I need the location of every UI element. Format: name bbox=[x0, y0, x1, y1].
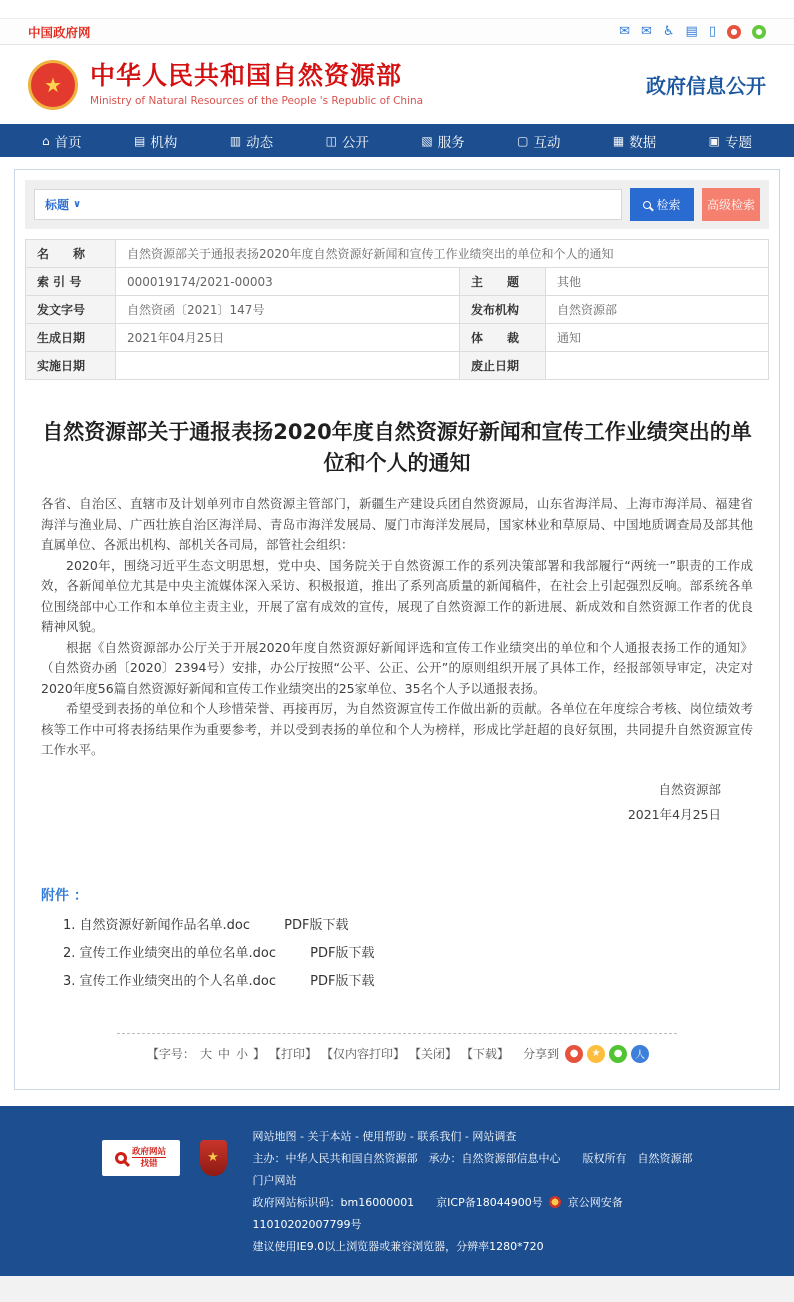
article-toolbar-wrap bbox=[15, 1033, 779, 1063]
nav-label: 首页 bbox=[54, 134, 82, 151]
emblem-star-icon: ★ bbox=[44, 72, 62, 97]
table-row bbox=[26, 352, 769, 380]
fontsize-small-button[interactable]: 小 bbox=[235, 1047, 248, 1061]
nav-item-data[interactable] bbox=[613, 131, 656, 151]
nav-item-disclosure[interactable] bbox=[326, 131, 369, 151]
footer-security-record[interactable]: 京公网安备 11010202007799号 bbox=[252, 1195, 623, 1231]
nav-item-home[interactable] bbox=[42, 131, 82, 151]
article-toolbar bbox=[117, 1033, 677, 1063]
meta-label-genre: 体 裁 bbox=[460, 324, 546, 352]
meta-value-doc-number: 自然资函〔2021〕147号 bbox=[116, 296, 460, 324]
meta-value-created-date: 2021年04月25日 bbox=[116, 324, 460, 352]
meta-label-subject: 主 题 bbox=[460, 268, 546, 296]
content-box bbox=[14, 169, 780, 1090]
share-renren-icon[interactable]: 人 bbox=[631, 1045, 649, 1063]
meta-label-repeal-date: 废止日期 bbox=[460, 352, 546, 380]
article-paragraph: 希望受到表扬的单位和个人珍惜荣誉、再接再厉，为自然资源宣传工作做出新的贡献。各单位在年度综合考核、岗位绩效考核等工作中可将表扬结果作为重要参考，并以受到表扬的单位和个人为榜样，形成比学赶超的良好氛围，共同提升自然资源宣传工作水平。 bbox=[41, 701, 753, 757]
attachments-section bbox=[15, 885, 779, 989]
police-badge-icon bbox=[549, 1196, 561, 1208]
nav-label: 公开 bbox=[341, 134, 369, 151]
site-header bbox=[0, 45, 794, 124]
nav-label: 服务 bbox=[437, 134, 465, 151]
attachment-doc-link[interactable]: 1. 自然资源好新闻作品名单.doc bbox=[63, 917, 251, 933]
meta-label-name: 名 称 bbox=[26, 240, 116, 268]
services-icon: ▧ bbox=[421, 133, 433, 148]
search-input[interactable] bbox=[34, 189, 622, 220]
footer-browser-advice: 建议使用IE9.0以上浏览器或兼容浏览器，分辨率1280*720 bbox=[252, 1239, 544, 1253]
fontsize-suffix: 】 bbox=[252, 1047, 265, 1061]
table-row bbox=[26, 324, 769, 352]
party-gov-badge[interactable] bbox=[200, 1140, 227, 1176]
fontsize-large-button[interactable]: 大 bbox=[199, 1047, 212, 1061]
data-icon: ▦ bbox=[612, 133, 625, 148]
organization-icon: ▤ bbox=[134, 133, 146, 148]
mail-subscribe-icon[interactable]: ✉ bbox=[640, 24, 652, 39]
table-row bbox=[26, 296, 769, 324]
search-bar bbox=[25, 180, 769, 229]
meta-value-repeal-date bbox=[546, 352, 769, 380]
shield-star-icon: ★ bbox=[207, 1150, 219, 1165]
nav-label: 数据 bbox=[629, 134, 657, 151]
mail-icon[interactable]: ✉ bbox=[619, 24, 630, 39]
search-button-label: 检索 bbox=[656, 198, 681, 212]
nav-label: 专题 bbox=[724, 134, 752, 151]
mobile-icon[interactable]: ▯ bbox=[708, 24, 716, 39]
meta-label-created-date: 生成日期 bbox=[26, 324, 116, 352]
share-qzone-icon[interactable]: ★ bbox=[587, 1045, 605, 1063]
meta-label-issuer: 发布机构 bbox=[460, 296, 546, 324]
meta-label-doc-number: 发文字号 bbox=[26, 296, 116, 324]
search-icon bbox=[643, 201, 651, 209]
share-wechat-icon[interactable]: ● bbox=[609, 1045, 627, 1063]
nav-item-news[interactable] bbox=[230, 131, 273, 151]
nav-item-services[interactable] bbox=[421, 131, 464, 151]
list-item bbox=[63, 970, 753, 989]
site-title: 中华人民共和国自然资源部 bbox=[90, 61, 403, 91]
print-button[interactable]: 【打印】 bbox=[269, 1047, 318, 1061]
nav-label: 动态 bbox=[246, 134, 274, 151]
news-icon: ▥ bbox=[229, 133, 242, 148]
article-title: 自然资源部关于通报表扬2020年度自然资源好新闻和宣传工作业绩突出的单位和个人的通知 bbox=[42, 420, 752, 475]
attachment-doc-link[interactable]: 2. 宣传工作业绩突出的单位名单.doc bbox=[63, 945, 277, 961]
signature-block bbox=[41, 777, 753, 827]
meta-value-index: 000019174/2021-00003 bbox=[116, 268, 460, 296]
search-field-label: 标题 bbox=[45, 198, 70, 212]
special-topics-icon: ▣ bbox=[708, 133, 720, 148]
nav-label: 互动 bbox=[533, 134, 561, 151]
meta-label-effective-date: 实施日期 bbox=[26, 352, 116, 380]
meta-value-name: 自然资源部关于通报表扬2020年度自然资源好新闻和宣传工作业绩突出的单位和个人的通知 bbox=[116, 240, 769, 268]
fontsize-medium-button[interactable]: 中 bbox=[217, 1047, 230, 1061]
advanced-search-button[interactable]: 高级检索 bbox=[702, 188, 760, 221]
accessibility-icon[interactable]: ♿ bbox=[662, 24, 675, 39]
chevron-down-icon: ∨ bbox=[73, 199, 82, 210]
nav-item-organization[interactable] bbox=[134, 131, 177, 151]
share-icons bbox=[565, 1045, 649, 1063]
footer-organizer-line: 主办：中华人民共和国自然资源部 承办：自然资源部信息中心 版权所有 自然资源部门户网站 bbox=[252, 1151, 693, 1187]
interaction-icon: ▢ bbox=[517, 133, 529, 148]
disclosure-icon: ◫ bbox=[325, 133, 337, 148]
search-field-dropdown[interactable] bbox=[45, 196, 81, 213]
share-label: 分享到 bbox=[523, 1047, 560, 1061]
list-item bbox=[63, 942, 753, 961]
table-row bbox=[26, 240, 769, 268]
site-titles bbox=[90, 62, 423, 107]
share-weibo-icon[interactable]: ● bbox=[565, 1045, 583, 1063]
gov-info-disclosure-title[interactable]: 政府信息公开 bbox=[646, 74, 766, 98]
footer-registration-line bbox=[253, 1192, 693, 1236]
document-meta-table bbox=[25, 239, 769, 380]
table-row bbox=[26, 268, 769, 296]
article bbox=[15, 417, 779, 827]
attachment-pdf-link[interactable]: PDF版下载 bbox=[284, 917, 349, 933]
app-icon[interactable]: ▤ bbox=[685, 24, 698, 39]
nav-item-interaction[interactable] bbox=[517, 131, 560, 151]
meta-value-genre: 通知 bbox=[546, 324, 769, 352]
footer-site-code: 政府网站标识码：bm16000001 京ICP备18044900号 bbox=[252, 1195, 543, 1209]
error-report-line1: 政府网站 bbox=[131, 1146, 166, 1157]
article-paragraph: 根据《自然资源部办公厅关于开展2020年度自然资源好新闻评选和宣传工作业绩突出的单位和个人通报表扬工作的通知》（自然资办函〔2020〕2394号）安排，办公厅按照“公平、公正、公开”的原则组织开展了具体工作，经报部领导审定，决定对2020年度56篇自然资源好新闻和宣传工作业绩突出的25家单位、35名个人予以通报表扬。 bbox=[41, 639, 753, 696]
error-report-text bbox=[132, 1147, 166, 1169]
close-button[interactable]: 【关闭】 bbox=[409, 1047, 458, 1061]
article-paragraph: 各省、自治区、直辖市及计划单列市自然资源主管部门，新疆生产建设兵团自然资源局，山东省海洋局、上海市海洋局、福建省海洋与渔业局、广西壮族自治区海洋局、青岛市海洋发展局、厦门市海洋发展局，国家林业和草原局、中国地质调查局及部其他直属单位、各派出机构、部机关各司局，部管社会组织： bbox=[41, 496, 753, 552]
site-footer bbox=[0, 1106, 794, 1276]
main-nav bbox=[0, 124, 794, 157]
attachment-pdf-link[interactable]: PDF版下载 bbox=[310, 973, 375, 989]
meta-value-effective-date bbox=[116, 352, 460, 380]
footer-links[interactable]: 网站地图 - 关于本站 - 使用帮助 - 联系我们 - 网站调查 bbox=[252, 1129, 517, 1143]
error-report-magnifier-icon bbox=[115, 1152, 127, 1164]
site-subtitle-en: Ministry of Natural Resources of the People 's Republic of China bbox=[90, 94, 424, 107]
attachments-label: 附件 ： bbox=[41, 887, 88, 904]
weibo-icon[interactable]: ● bbox=[727, 25, 741, 39]
attachment-pdf-link[interactable]: PDF版下载 bbox=[310, 945, 375, 961]
meta-label-index: 索 引 号 bbox=[26, 268, 116, 296]
bottom-strip bbox=[0, 1276, 794, 1302]
gov-site-link[interactable]: 中国政府网 bbox=[28, 24, 91, 40]
footer-text bbox=[253, 1126, 693, 1258]
download-button[interactable]: 【下载】 bbox=[461, 1047, 510, 1061]
meta-value-subject: 其他 bbox=[546, 268, 769, 296]
print-content-only-button[interactable]: 【仅内容打印】 bbox=[321, 1047, 406, 1061]
signature-date: 2021年4月25日 bbox=[627, 806, 721, 822]
nav-label: 机构 bbox=[150, 134, 178, 151]
article-paragraph: 2020年，围绕习近平生态文明思想，党中央、国务院关于自然资源工作的系列决策部署和我部履行“两统一”职责的工作成效，各新闻单位尤其是中央主流媒体深入采访、积极报道，推出了系列高质量的新闻稿件，在社会上引起强烈反响。部系统各单位围绕部中心工作和本单位主责主业，开展了富有成效的宣传，展现了自然资源工作的新进展、新成效和自然资源工作者的优良精神风貌。 bbox=[41, 557, 753, 634]
gov-site-error-report-badge[interactable] bbox=[102, 1140, 180, 1176]
article-body bbox=[41, 494, 753, 761]
fontsize-prefix: 【字号： bbox=[146, 1047, 195, 1061]
nav-item-special-topics[interactable] bbox=[709, 131, 752, 151]
search-button[interactable] bbox=[630, 188, 694, 221]
national-emblem-logo bbox=[28, 60, 78, 110]
attachment-doc-link[interactable]: 3. 宣传工作业绩突出的个人名单.doc bbox=[63, 973, 277, 989]
footer-logos bbox=[102, 1140, 227, 1176]
error-report-line2: 找错 bbox=[132, 1157, 166, 1169]
topbar bbox=[0, 18, 794, 45]
wechat-icon[interactable]: ● bbox=[752, 25, 766, 39]
list-item bbox=[63, 914, 753, 933]
home-icon: ⌂ bbox=[42, 133, 50, 148]
signature-org: 自然资源部 bbox=[658, 781, 721, 797]
topbar-icons bbox=[619, 25, 766, 39]
meta-value-issuer: 自然资源部 bbox=[546, 296, 769, 324]
